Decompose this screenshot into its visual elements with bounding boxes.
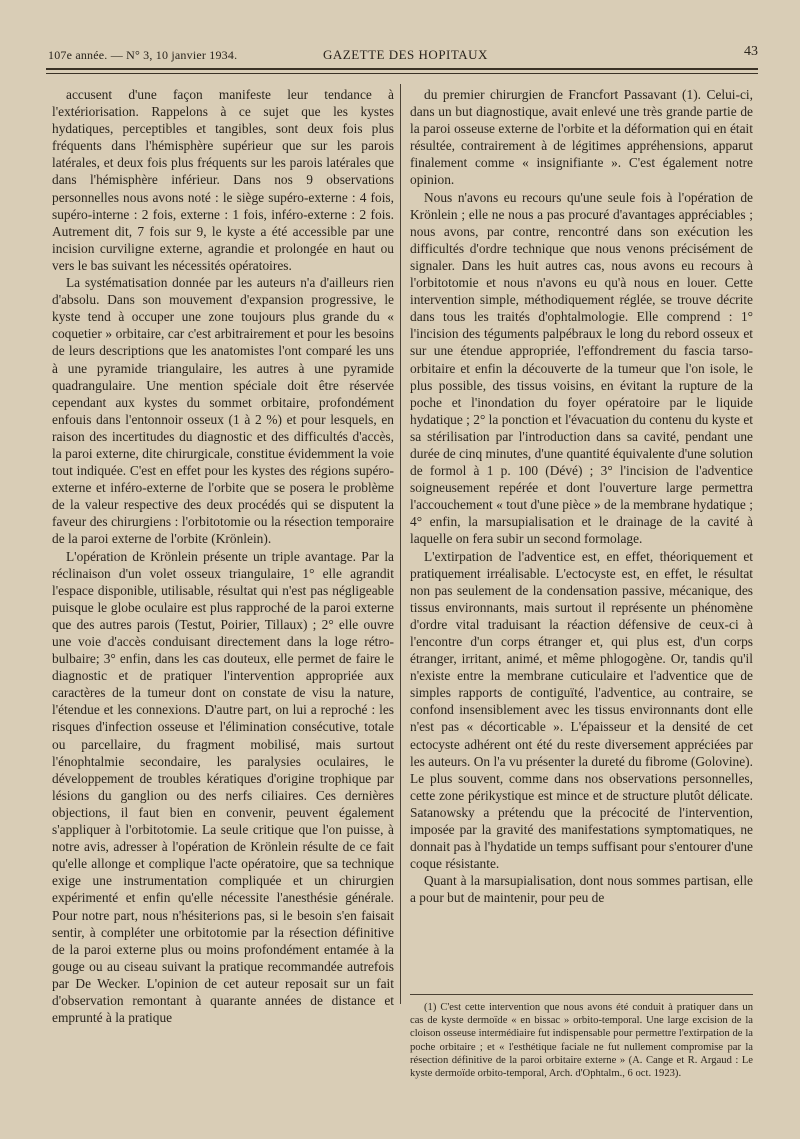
journal-title: GAZETTE DES HOPITAUX [323, 47, 488, 62]
column-divider [400, 84, 401, 1004]
right-column [410, 86, 753, 907]
paragraph: L'extirpation de l'adventice est, en effet, théoriquement et pratiquement irréalisable. L'ectocyste est, en effet, le résultat non pas seulement de la condensation passive, mécanique, des tissus environnants, mais surtout il représente un phénomène d'ordre vital traduisant la réaction défensive de ceux-ci à l'encontre d'un corps étranger et, qui plus est, d'un corps étranger, irritant, animé, et même phlogogène. Or, tandis qu'il n'existe entre la membrane cuticulaire et l'adventice que de simples rapports de contiguïté, l'adventice, au contraire, se confond insensiblement avec les tissus environnants dont elle n'est pas « décorticable ». L'épaisseur et la densité de cet ectocyste adhérent ont été du reste diversement appréciées par les auteurs. On l'a vu présenter la dureté du fibrome (Golovine). Le plus souvent, comme dans nos observations personnelles, cette zone périkystique est mince et de structure plutôt délicate. Satanowsky a prétendu que la précocité de l'intervention, imposée par la gravité des manifestations symptomatiques, ne donnait pas à l'hydatide un temps suffisant pour s'entourer d'une coque résistante. [410, 548, 753, 872]
issue-info: 107e année. — N° 3, 10 janvier 1934. [48, 48, 238, 62]
footnote-text: (1) C'est cette intervention que nous avons été conduit à pratiquer dans un cas de kyste dermoïde « en bissac » orbito-temporal. Une large excision de la cloison osseuse intermédiaire fut indispensable pour permettre l'extirpation de la poche orbitaire ; et « l'esthétique faciale ne fut nullement compromise par la résection définitive de la paroi orbitaire externe » (A. Cange et R. Argaud : Le kyste dermoïde orbito-temporal, Arch. d'Ophtalm., 6 oct. 1923). [410, 1002, 753, 1080]
page-number: 43 [744, 44, 758, 59]
page-header [48, 44, 758, 66]
header-rule-thin [46, 73, 758, 74]
paragraph: accusent d'une façon manifeste leur tendance à l'extériorisation. Rappelons à ce sujet que les kystes hydatiques, perceptibles et tangibles, sont deux fois plus fréquents dans l'hémisphère supérieur que sur les parois latérales, et deux fois plus fréquents sur les parois latérales que dans l'hémisphère inférieur. Dans nos 9 observations personnelles nous avons noté : le siège supéro-externe : 4 fois, supéro-interne : 2 fois, externe : 1 fois, inféro-externe : 2 fois. Autrement dit, 7 fois sur 9, le kyste a été accessible par une incision curviligne externe, agrandie et prolongée en haut ou vers le bas suivant les nécessités opératoires. [52, 87, 394, 273]
paragraph: L'opération de Krönlein présente un triple avantage. Par la réclinaison d'un volet osseux triangulaire, 1° elle agrandit l'espace disponible, utilisable, résultat qui n'est pas négligeable puisque le globe oculaire est plus rapproché de la paroi externe que des autres parois (Testut, Poirier, Tillaux) ; 2° elle ouvre une voie d'accès conduisant directement dans la loge rétro-bulbaire; 3° enfin, dans les cas douteux, elle permet de faire le diagnostic et de pratiquer l'intervention appropriée aux caractères de la tumeur dont on constate de visu la nature, l'étendue et les connexions. D'autre part, on lui a reproché : les risques d'infection osseuse et l'élimination consécutive, totale ou parcellaire, du fragment mobilisé, mais surtout l'énophtalmie secondaire, les paralysies oculaires, le développement de troubles kératiques d'origine trophique par lésions du ganglion ou des nerfs ciliaires. Ces dernières objections, il faut bien en convenir, peuvent également s'appliquer à l'orbitotomie. La seule critique que l'on puisse, à notre avis, adresser à l'opération de Krönlein résulte de ce fait qu'elle allonge et complique l'acte opératoire, que sa technique exige une instrumentation compliquée et un chirurgien expérimenté et enfin qu'elle nécessite l'anesthésie générale. Pour notre part, nous n'hésiterions pas, si le besoin s'en faisait sentir, à compléter une orbitotomie par la résection définitive de la paroi externe plus ou moins profondément entamée à la gouge ou au ciseau suivant la pratique recommandée autrefois par De Wecker. L'opinion de cet auteur reposait sur un fait d'observation remontant à quarante années de distance et emprunté à la pratique [52, 548, 394, 1026]
header-rule-thick [46, 68, 758, 70]
left-column [52, 86, 394, 1026]
paragraph: du premier chirurgien de Francfort Passavant (1). Celui-ci, dans un but diagnostique, avait enlevé une très grande partie de la paroi osseuse externe de l'orbite et la déformation qui en était résultée, contrairement à de légitimes appréhensions, apparut finalement comme « insignifiante ». C'est également notre opinion. [410, 87, 753, 188]
paragraph: Quant à la marsupialisation, dont nous sommes partisan, elle a pour but de maintenir, pour peu de [410, 873, 753, 906]
paragraph: Nous n'avons eu recours qu'une seule fois à l'opération de Krönlein ; elle ne nous a pas procuré d'avantages appréciables ; nous avons, par contre, rencontré dans son exécution les difficultés d'ordre technique que nous venons précisément de signaler. Dans les huit autres cas, nous avons eu recours à l'orbitotomie et nous n'avons eu qu'à nous en louer. Cette intervention simple, méthodiquement réglée, se trouve décrite dans tous les traités d'ophtalmologie. Elle comprend : 1° l'incision des téguments palpébraux le long du rebord osseux et sur une étendue appropriée, l'effondrement du fascia tarso-orbitaire et enfin la découverte de la tumeur que l'on isole, le plus possible, des tissus voisins, en évitant la rupture de la poche et l'inondation du foyer opératoire par le liquide hydatique ; 2° la ponction et l'évacuation du contenu du kyste et sa stérilisation par l'introduction dans sa cavité, pendant une durée de cinq minutes, d'une quantité équivalente d'une solution de formol à 1 p. 100 (Dévé) ; 3° l'incision de l'adventice soigneusement repérée et dont l'ouverture large permettra l'accouchement « tout d'une pièce » de la membrane hydatique ; 4° enfin, la marsupialisation et le drainage de la cavité à laquelle on fera subir un second formolage. [410, 189, 753, 547]
footnote-rule [410, 994, 753, 995]
footnote [410, 1001, 753, 1080]
paragraph: La systématisation donnée par les auteurs n'a d'ailleurs rien d'absolu. Dans son mouvement d'expansion progressive, le kyste tend à occuper une zone toujours plus grande du « coquetier » orbitaire, car c'est arbitrairement et pour les besoins de leurs descriptions que les anatomistes l'ont comparé les uns à une pyramide triangulaire, les autres à une pyramide quadrangulaire. Une mention spéciale doit être réservée cependant aux kystes du sommet orbitaire, profondément enfouis dans l'entonnoir osseux (1 à 2 %) et pour lesquels, en raison des incertitudes du diagnostic et des difficultés d'accès, la paroi externe, dite chirurgicale, constitue évidemment la voie tout indiquée. C'est en effet pour les kystes des régions supéro-externe et inféro-externe de l'orbite que se posera le problème de la valeur respective des deux procédés qui se disputent la faveur des chirurgiens : l'orbitotomie ou la résection temporaire de la paroi externe de l'orbite (Krönlein). [52, 275, 394, 547]
